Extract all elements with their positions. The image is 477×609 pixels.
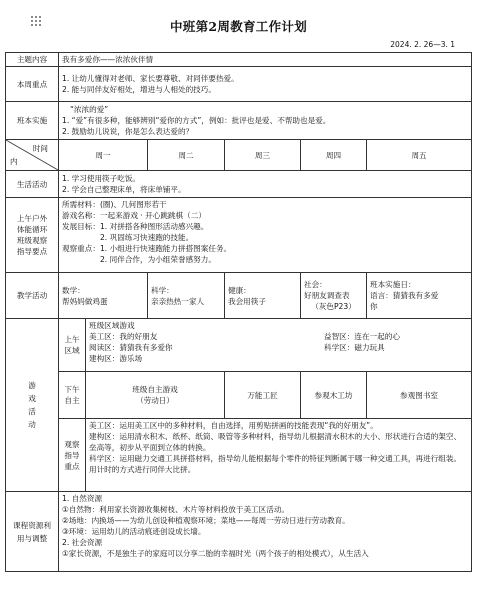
teaching-topic-cont: 你 bbox=[370, 302, 378, 311]
teaching-subject: 数学： bbox=[62, 285, 85, 295]
outdoor-line: 所需材料：(圈)、几何图形若干 bbox=[62, 200, 167, 209]
game-area bbox=[324, 353, 468, 364]
game-afternoon-label bbox=[59, 372, 86, 419]
plan-table bbox=[5, 52, 471, 572]
focus-label: 本周重点 bbox=[6, 67, 59, 102]
teaching-page-ref: （灰色P23） bbox=[311, 302, 356, 311]
resources-line: ③环境：运用幼儿的活动痕迹创设成长墙。 bbox=[62, 527, 206, 536]
class-activity-line: “浓浓的爱” bbox=[70, 105, 109, 114]
outdoor-label-line: 体能循环 bbox=[16, 225, 48, 234]
afternoon-item: 万能工匠 bbox=[225, 372, 301, 419]
game-observe-content bbox=[86, 419, 472, 492]
game-morning-content bbox=[86, 319, 472, 372]
teaching-topic: 帮妈妈做鸡蛋 bbox=[62, 296, 108, 306]
teaching-topic: 好朋友调查表 bbox=[304, 291, 350, 300]
resources-line: ①家长资源，不是独生子的家庭可以分享二胎的幸福时光（两个孩子的相处模式），从生活入 bbox=[62, 549, 369, 558]
header-content: 内 bbox=[10, 157, 18, 166]
teaching-mon bbox=[59, 273, 148, 319]
resources-line: ①自然物：利用家长资源收集树枝、木片等材料投放于美工区活动。 bbox=[62, 505, 290, 514]
class-activity-label: 班本实施 bbox=[6, 102, 59, 140]
outdoor-line: 2. 巩固练习快速跑的技能。 bbox=[62, 233, 194, 242]
teaching-topic: 我会用筷子 bbox=[228, 296, 266, 306]
life-line: 2. 学会自己整理床单，将床单铺平。 bbox=[62, 185, 186, 194]
afternoon-item: 参观木工坊 bbox=[301, 372, 367, 419]
game-observe-label bbox=[59, 419, 86, 492]
game-morning-heading: 班级区域游戏 bbox=[89, 321, 135, 330]
game-area: 建构区：游乐场 bbox=[89, 354, 143, 363]
life-label: 生活活动 bbox=[6, 171, 59, 198]
resources-content bbox=[59, 492, 472, 572]
afternoon-item-text: 班级自主游戏 bbox=[132, 385, 178, 394]
game-morning-label-text: 上午区域 bbox=[64, 335, 80, 355]
resources-line: 1. 自然资源 bbox=[62, 494, 103, 503]
page-title: 中班第2周教育工作计划 bbox=[170, 19, 307, 34]
teaching-wed bbox=[225, 273, 301, 319]
teaching-subject: 科学： bbox=[151, 285, 174, 295]
outdoor-label bbox=[6, 198, 59, 273]
resources-line: ②场地：内换场——为幼儿创设种植观察环境；菜地——每周一劳动日进行劳动教育。 bbox=[62, 516, 350, 525]
outdoor-line: 观察重点：1. 小组进行快速跑能力拼搭图案任务。 bbox=[62, 244, 232, 253]
resources-label bbox=[6, 492, 59, 572]
outdoor-line: 游戏名称：一起来游戏 · 开心跳跳棋（二） bbox=[62, 211, 206, 220]
life-content bbox=[59, 171, 472, 198]
outdoor-content bbox=[59, 198, 472, 273]
theme-label: 主题内容 bbox=[6, 53, 59, 67]
observe-line: 美工区：运用美工区中的多种材料，自由选择，用剪贴拼画的技能表现“我的好朋友”。 bbox=[89, 421, 378, 430]
observe-line: 科学区：运用磁力交通工具拼搭材料，指导幼儿能根据每个零件的特征判断属于哪一种交通工具，再进行组装。用计时的方式进行同伴大比拼。 bbox=[89, 454, 462, 474]
afternoon-item bbox=[86, 372, 225, 419]
focus-content bbox=[59, 67, 472, 102]
life-line: 1. 学习使用筷子吃饭。 bbox=[62, 174, 141, 183]
day-header-fri: 周五 bbox=[367, 140, 472, 171]
teaching-label: 教学活动 bbox=[6, 273, 59, 319]
focus-line: 1. 让幼儿懂得对老师、家长要尊敬、对同伴要热爱。 bbox=[62, 74, 239, 83]
day-header-tue: 周二 bbox=[148, 140, 225, 171]
teaching-topic: 亲亲热热一家人 bbox=[151, 296, 205, 306]
header-time: 时间 bbox=[32, 144, 48, 153]
diagonal-header-cell bbox=[6, 140, 59, 171]
game-morning-row bbox=[89, 331, 468, 342]
day-header-mon: 周一 bbox=[59, 140, 148, 171]
game-label-text: 游戏活动 bbox=[28, 381, 36, 429]
teaching-subject: 社会： bbox=[304, 280, 327, 289]
class-activity-line: 1. “爱”有很多种，能够辨别“爱你的方式”，例如：批评也是爱、不帮助也是爱。 bbox=[62, 116, 331, 125]
game-area: 阅读区：猜猜我有多爱你 bbox=[89, 343, 173, 352]
resources-label-text: 课程资源利用与调整 bbox=[13, 520, 51, 543]
resources-line: 2. 社会资源 bbox=[62, 538, 103, 547]
game-morning-row bbox=[89, 353, 468, 364]
teaching-tue bbox=[148, 273, 225, 319]
afternoon-item: 参观图书室 bbox=[367, 372, 472, 419]
observe-line: 建构区：运用清水积木、纸杯、纸筒、吸管等多种材料，指导幼儿根据清水积木的大小、形状进行合适的架空、垒高等，初步从平面到立体的转换。 bbox=[89, 432, 462, 452]
date-range: 2024. 2. 26—3. 1 bbox=[390, 40, 455, 49]
teaching-subject: 健康： bbox=[228, 285, 251, 295]
focus-line: 2. 能与同伴友好相处，增进与人相处的技巧。 bbox=[62, 85, 216, 94]
outdoor-label-line: 上午户外 bbox=[16, 214, 48, 223]
outdoor-label-line: 班级观察 bbox=[16, 236, 48, 245]
afternoon-item-sub: （劳动日） bbox=[136, 396, 174, 405]
day-header-wed: 周三 bbox=[225, 140, 301, 171]
game-area: 科学区：磁力玩具 bbox=[324, 343, 385, 352]
teaching-topic: 语言：猜猜我有多爱 bbox=[370, 291, 439, 300]
teaching-subject: 班本实施日： bbox=[370, 280, 416, 289]
game-label bbox=[6, 319, 59, 492]
teaching-thu bbox=[301, 273, 367, 319]
game-observe-label-text: 观察指导重点 bbox=[64, 439, 80, 471]
game-morning-label bbox=[59, 319, 86, 372]
game-morning-row bbox=[89, 342, 468, 353]
class-activity-content bbox=[59, 102, 472, 140]
game-area: 益智区：连在一起的心 bbox=[324, 332, 400, 341]
outdoor-line: 2. 同伴合作，为小组荣誉感努力。 bbox=[62, 255, 216, 264]
game-afternoon-label-text: 下午自主 bbox=[64, 385, 80, 405]
game-area: 美工区：我的好朋友 bbox=[89, 332, 158, 341]
class-activity-line: 2. 鼓励幼儿说说，你是怎么表达爱的？ bbox=[62, 127, 194, 136]
outdoor-label-line: 指导要点 bbox=[16, 247, 48, 256]
theme-value: 我有多爱你——浓浓伙伴情 bbox=[59, 53, 472, 67]
outdoor-line: 发展目标：1. 对拼搭各种图形活动感兴趣。 bbox=[62, 222, 209, 231]
day-header-thu: 周四 bbox=[301, 140, 367, 171]
teaching-fri bbox=[367, 273, 472, 319]
